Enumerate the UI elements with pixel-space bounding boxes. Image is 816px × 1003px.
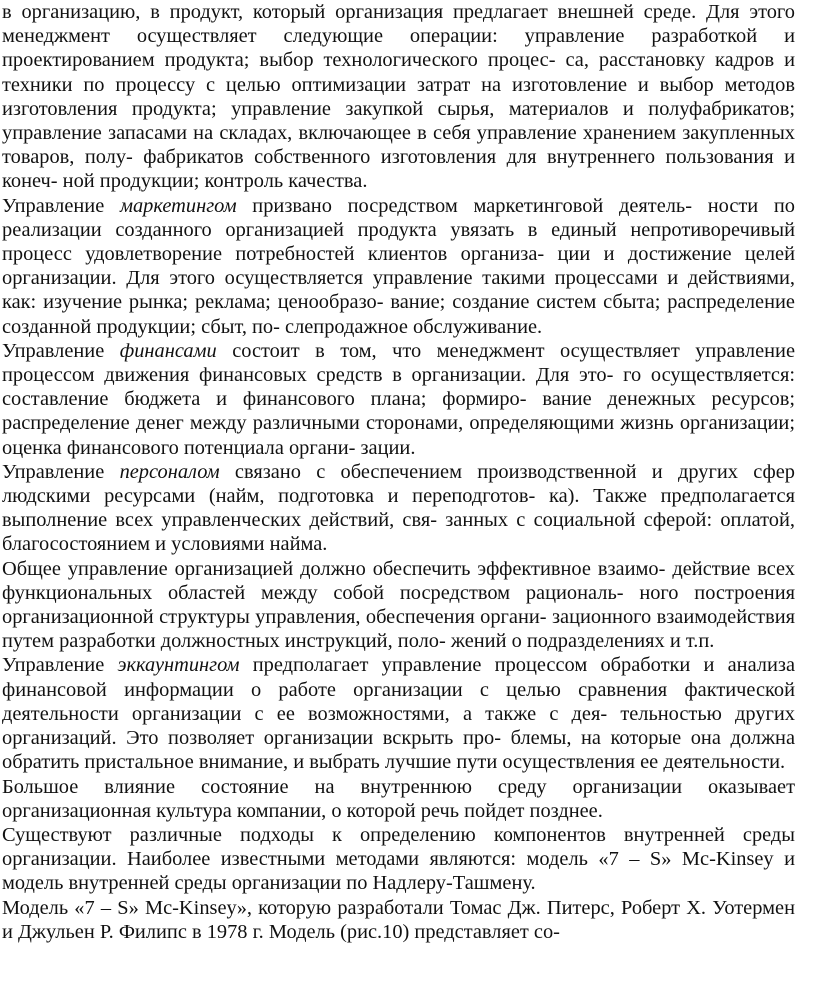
paragraph-finance	[2, 339, 795, 460]
paragraph-text: призвано посредством маркетинговой деятель- ности по реализации созданного организацией продукта увязать в единый непротиворечивый процесс удовлетворение потребностей клиентов организа- ции и достижение целей организации. Для этого осуществляется управление такими процессами и действиями, как: изучение рынка; реклама; ценообразо- вание; создание систем сбыта; распределение созданной продукции; сбыт, по- слепродажное обслуживание.	[2, 194, 796, 338]
paragraph-personnel	[2, 460, 795, 557]
paragraph-text: Модель «7 – S» Mc-Kinsey», которую разработали Томас Дж. Питерс, Роберт Х. Уотермен и Джульен Р. Филипс в 1978 г. Модель (рис.10) представляет со-	[2, 896, 795, 943]
paragraph-text: Существуют различные подходы к определению компонентов внутренней среды организации. Наиболее известными методами являются: модель «7 – S» Mc-Kinsey и модель внутренней среды организации по Надлеру-Ташмену.	[2, 823, 795, 895]
paragraph-general-management	[2, 557, 795, 654]
keyword-finance: финансами	[119, 339, 217, 362]
paragraph-text: Большое влияние состояние на внутреннюю среду организации оказывает организационная культура компании, о которой речь пойдет позднее.	[2, 775, 795, 822]
paragraph-approaches	[2, 823, 795, 896]
paragraph-text: состоит в том, что менеджмент осуществляет управление процессом движения финансовых средств в организации. Для это- го осуществляется: составление бюджета и финансового плана; формиро- вание денежных ресурсов; распределение денег между различными сторонами, определяющими жизнь организации; оценка финансового потенциала органи- зации.	[2, 339, 796, 459]
keyword-personnel: персоналом	[119, 460, 220, 483]
paragraph-operations-management	[2, 0, 795, 194]
document-page	[2, 0, 795, 944]
paragraph-lead: Управление	[2, 194, 120, 217]
paragraph-accounting	[2, 653, 795, 774]
paragraph-text: Общее управление организацией должно обеспечить эффективное взаимо- действие всех функциональных областей между собой посредством рациональ- ного построения организационной структуры управления, обеспечения органи- зационного взаимодействия путем разработки должностных инструкций, поло- жений о подразделениях и т.п.	[2, 557, 795, 653]
paragraph-text: в организацию, в продукт, который организация предлагает внешней среде. Для этого менеджмент осуществляет следующие операции: управление разработкой и проектированием продукта; выбор технологического процес- са, расстановку кадров и техники по процессу с целью оптимизации затрат на изготовление и выбор методов изготовления продукта; управление закупкой сырья, материалов и полуфабрикатов; управление запасами на складах, включающее в себя управление хранением закупленных товаров, полу- фабрикатов собственного изготовления для внутреннего пользования и конеч- ной продукции; контроль качества.	[2, 1, 795, 193]
keyword-marketing: маркетингом	[119, 194, 237, 217]
paragraph-text: предполагает управление процессом обработки и анализа финансовой информации о работе организации с целью сравнения фактической деятельности организации с ее возможностями, а также с дея- тельностью других организаций. Это позволяет организации вскрыть про- блемы, на которые она должна обратить пристальное внимание, и выбрать лучшие пути осуществления ее деятельности.	[2, 654, 795, 774]
paragraph-lead: Управление	[2, 460, 120, 483]
paragraph-text: связано с обеспечением производственной и других сфер людскими ресурсами (найм, подготовка и переподготов- ка). Также предполагается выполнение всех управленческих действий, свя- занных с социальной сферой: оплатой, благосостоянием и условиями найма.	[2, 460, 796, 556]
paragraph-marketing	[2, 194, 795, 339]
keyword-accounting: эккаунтингом	[117, 654, 240, 677]
paragraph-lead: Управление	[2, 654, 118, 677]
paragraph-lead: Управление	[2, 339, 120, 362]
paragraph-organizational-culture	[2, 775, 795, 823]
paragraph-7s-model	[2, 896, 795, 944]
